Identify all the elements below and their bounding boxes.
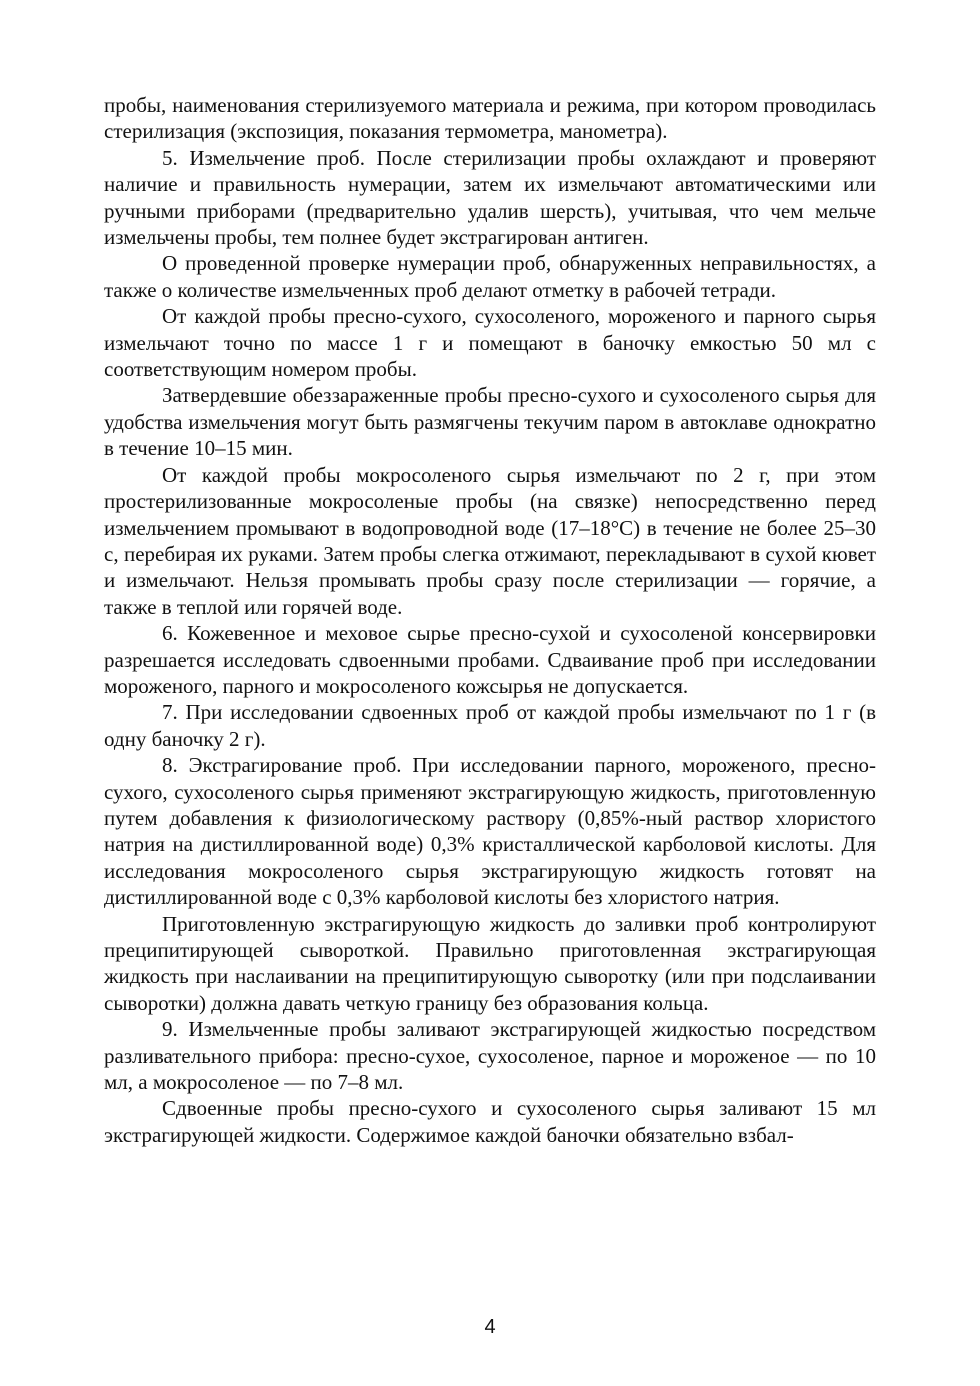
paragraph-item-5: 5. Измельчение проб. После стерилизации пробы охлаждают и проверяют наличие и правильность нумерации, затем их измельчают автоматическими или ручными приборами (предварительно удалив шерсть), учитывая, что чем мельче измельчены пробы, тем полнее будет экстрагирован антиген.: [104, 145, 876, 250]
paragraph-continuation: пробы, наименования стерилизуемого материала и режима, при котором проводилась стерилизация (экспозиция, показания термометра, манометра).: [104, 93, 876, 144]
paragraph-item-6: 6. Кожевенное и меховое сырье пресно-сухой и сухосоленой консервировки разрешается исследовать сдвоенными пробами. Сдваивание проб при исследовании мороженого, парного и мокросоленого кожсырья не допускается.: [104, 621, 876, 698]
paragraph-control: Приготовленную экстрагирующую жидкость до заливки проб контролируют преципитирующей сывороткой. Правильно приготовленная экстрагирующая жидкость при наслаивании на преципитирующую сыворотку (или при подслаивании сыворотки) должна давать четкую границу без образования кольца.: [104, 911, 876, 1015]
paragraph-wet-salted: От каждой пробы мокросоленого сырья измельчают по 2 г, при этом простерилизованные мокросоленые пробы (на связке) непосредственно перед измельчением промывают в водопроводной воде (17–18°С) в течение не более 25–30 с, перебирая их руками. Затем пробы слегка отжимают, перекладывают в сухой кювет и измельчают. Нельзя промывать пробы сразу после стерилизации — горячие, а также в теплой или горячей воде.: [104, 462, 876, 619]
paragraph-doubled-samples: Сдвоенные пробы пресно-сухого и сухосоленого сырья заливают 15 мл экстрагирующей жидкости. Содержимое каждой баночки обязательно взбал-: [104, 1096, 876, 1147]
paragraph-item-7: 7. При исследовании сдвоенных проб от каждой пробы измельчают по 1 г (в одну баночку 2 г).: [104, 700, 876, 751]
paragraph-softening: Затвердевшие обеззараженные пробы пресно-сухого и сухосоленого сырья для удобства измельчения могут быть размягчены текучим паром в автоклаве однократно в течение 10–15 мин.: [104, 383, 876, 461]
paragraph-item-9: 9. Измельченные пробы заливают экстрагирующей жидкостью посредством разливательного прибора: пресно-сухое, сухосоленое, парное и мороженое — по 10 мл, а мокросоленое — по 7–8 мл.: [104, 1017, 876, 1095]
paragraph-numbering-check: О проведенной проверке нумерации проб, обнаруженных неправильностях, а также о количестве измельченных проб делают отметку в рабочей тетради.: [104, 251, 876, 302]
page-number: 4: [484, 1316, 496, 1338]
paragraph-dry-raw-sample: От каждой пробы пресно-сухого, сухосоленого, мороженого и парного сырья измельчают точно по массе 1 г и помещают в баночку емкостью 50 мл с соответствующим номером пробы.: [104, 304, 876, 382]
paragraph-item-8: 8. Экстрагирование проб. При исследовании парного, мороженого, пресно-сухого, сухосоленого сырья применяют экстрагирующую жидкость, приготовленную путем добавления к физиологическому раствору (0,85%-ный раствор хлористого натрия на дистиллированной воде) 0,3% кристаллической карболовой кислоты. Для исследования мокросоленого сырья экстрагирующую жидкость готовят на дистиллированной воде с 0,3% карболовой кислоты без хлористого натрия.: [104, 753, 876, 910]
document-body: [104, 92, 876, 1148]
